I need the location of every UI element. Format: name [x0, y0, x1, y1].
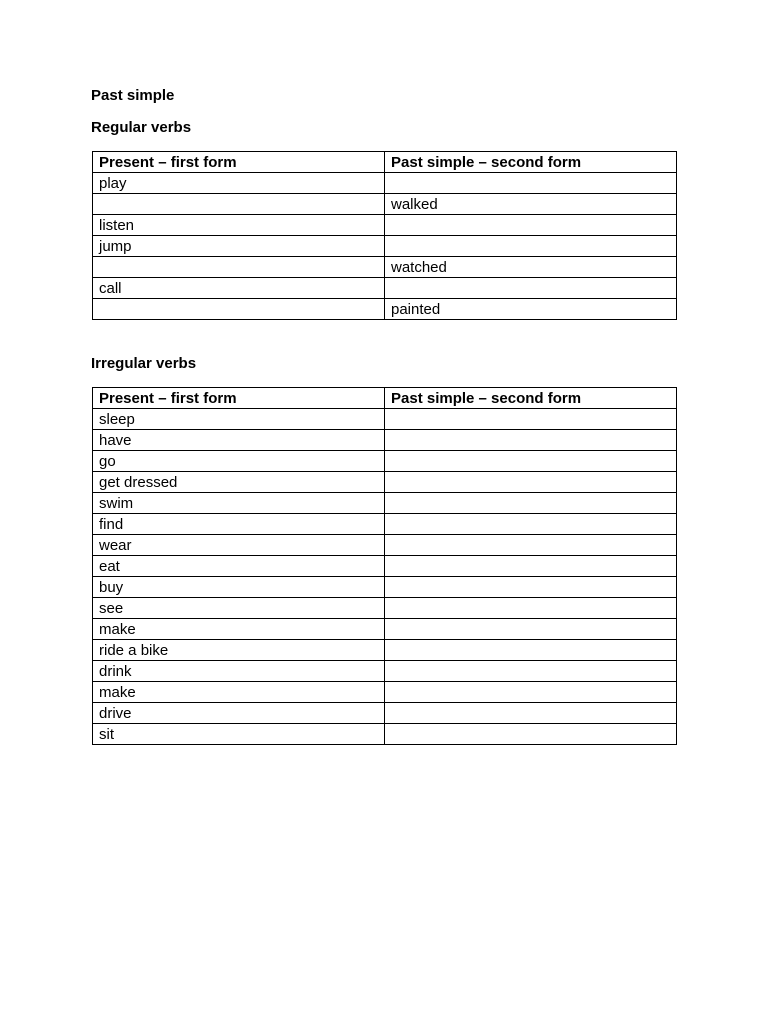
present-form-cell: sit [93, 724, 385, 745]
column-header-past: Past simple – second form [385, 152, 677, 173]
table-row [93, 535, 677, 556]
table-row [93, 194, 677, 215]
past-form-cell [385, 577, 677, 598]
irregular-verbs-heading: Irregular verbs [91, 355, 197, 372]
table-row [93, 556, 677, 577]
table-row [93, 451, 677, 472]
table-header-row [93, 388, 677, 409]
regular-verbs-table [92, 151, 677, 320]
past-form-cell: painted [385, 299, 677, 320]
table-row [93, 514, 677, 535]
table-row [93, 703, 677, 724]
present-form-cell: buy [93, 577, 385, 598]
table-header-row [93, 152, 677, 173]
table-row [93, 577, 677, 598]
past-form-cell [385, 236, 677, 257]
present-form-cell: see [93, 598, 385, 619]
table-row [93, 257, 677, 278]
present-form-cell: call [93, 278, 385, 299]
present-form-cell: get dressed [93, 472, 385, 493]
table-row [93, 173, 677, 194]
past-form-cell [385, 493, 677, 514]
table-row [93, 299, 677, 320]
present-form-cell: play [93, 173, 385, 194]
present-form-cell: jump [93, 236, 385, 257]
present-form-cell: eat [93, 556, 385, 577]
past-form-cell [385, 535, 677, 556]
past-form-cell [385, 640, 677, 661]
past-form-cell [385, 598, 677, 619]
regular-verbs-heading: Regular verbs [91, 119, 192, 136]
present-form-cell: have [93, 430, 385, 451]
column-header-present: Present – first form [93, 388, 385, 409]
table-row [93, 640, 677, 661]
past-form-cell [385, 173, 677, 194]
table-row [93, 278, 677, 299]
past-form-cell [385, 661, 677, 682]
present-form-cell: drink [93, 661, 385, 682]
past-form-cell [385, 724, 677, 745]
table-row [93, 430, 677, 451]
past-form-cell [385, 451, 677, 472]
table-row [93, 472, 677, 493]
present-form-cell: go [93, 451, 385, 472]
table-row [93, 598, 677, 619]
column-header-past: Past simple – second form [385, 388, 677, 409]
table-row [93, 619, 677, 640]
page-title: Past simple [91, 87, 175, 104]
present-form-cell [93, 194, 385, 215]
present-form-cell: sleep [93, 409, 385, 430]
present-form-cell: wear [93, 535, 385, 556]
past-form-cell [385, 215, 677, 236]
present-form-cell: make [93, 619, 385, 640]
present-form-cell: swim [93, 493, 385, 514]
past-form-cell [385, 703, 677, 724]
present-form-cell: make [93, 682, 385, 703]
past-form-cell [385, 430, 677, 451]
past-form-cell [385, 556, 677, 577]
past-form-cell [385, 472, 677, 493]
past-form-cell [385, 514, 677, 535]
past-form-cell [385, 409, 677, 430]
irregular-verbs-table [92, 387, 677, 745]
table-row [93, 724, 677, 745]
past-form-cell: walked [385, 194, 677, 215]
table-row [93, 682, 677, 703]
present-form-cell: ride a bike [93, 640, 385, 661]
present-form-cell [93, 299, 385, 320]
table-row [93, 661, 677, 682]
past-form-cell [385, 278, 677, 299]
past-form-cell [385, 619, 677, 640]
table-row [93, 493, 677, 514]
past-form-cell: watched [385, 257, 677, 278]
present-form-cell: listen [93, 215, 385, 236]
column-header-present: Present – first form [93, 152, 385, 173]
table-row [93, 409, 677, 430]
present-form-cell [93, 257, 385, 278]
table-row [93, 215, 677, 236]
present-form-cell: drive [93, 703, 385, 724]
past-form-cell [385, 682, 677, 703]
present-form-cell: find [93, 514, 385, 535]
table-row [93, 236, 677, 257]
